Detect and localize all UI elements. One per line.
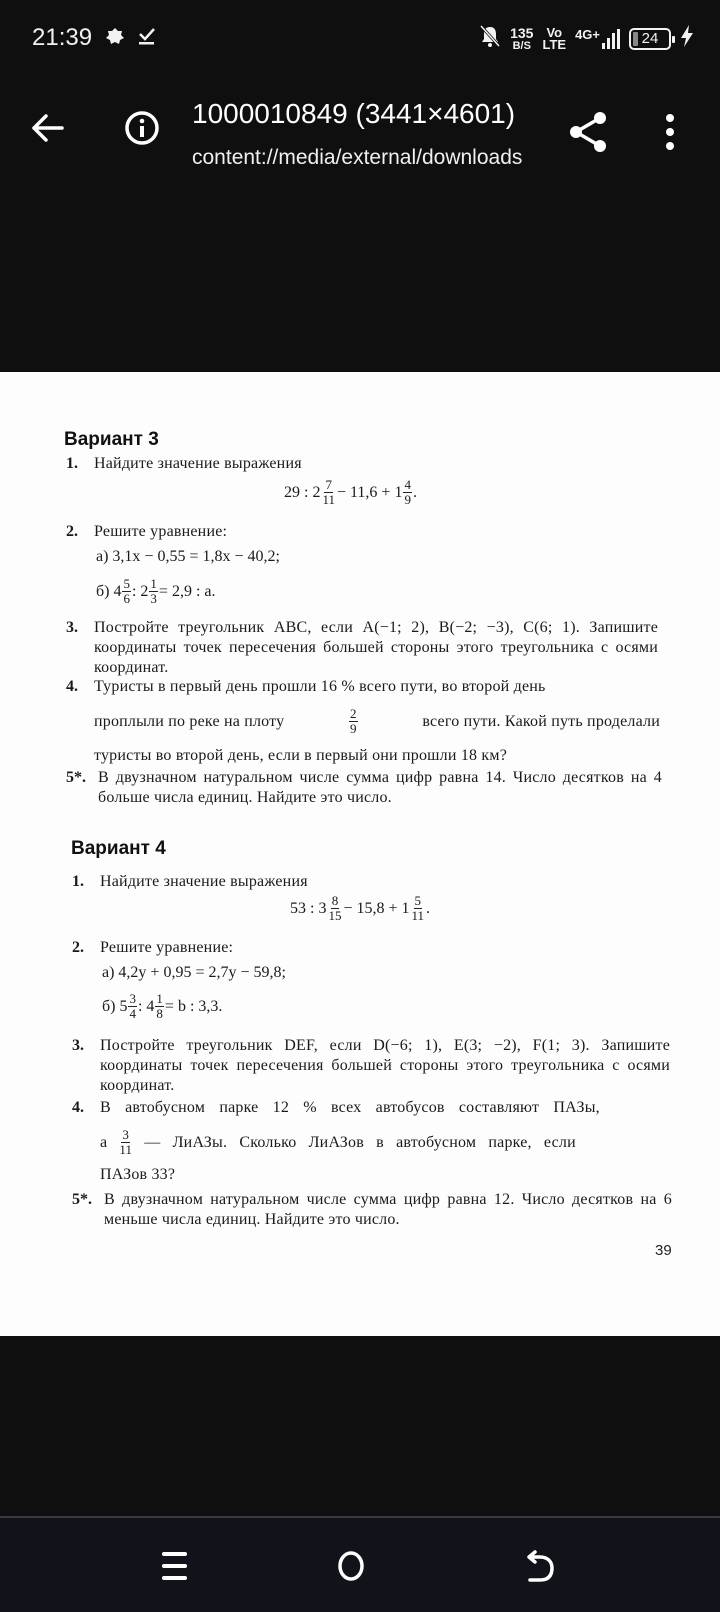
- v3-question-5: 5*. В двузначном натуральном числе сумма цифр равна 14. Число десятков на 4 больше числа единиц. Найдите это число.: [66, 769, 662, 806]
- page-number: 39: [655, 1242, 672, 1259]
- v4-q2-b: б) 5 $\frac{3}{4}$ : 4 $\frac{1}{8}$ = b : 3,3.: [102, 991, 223, 1021]
- back-button[interactable]: [28, 108, 68, 148]
- v4-question-1: 1. Найдите значение выражения: [72, 873, 308, 890]
- system-back-button[interactable]: [524, 1548, 564, 1584]
- more-vertical-icon: [660, 112, 680, 152]
- bell-muted-icon: [479, 24, 501, 53]
- v4-question-2: 2. Решите уравнение:: [72, 939, 234, 956]
- recent-apps-icon: [160, 1548, 190, 1584]
- viewer-app-bar: [0, 80, 720, 190]
- home-icon: [336, 1548, 366, 1584]
- more-options-button[interactable]: [660, 112, 680, 152]
- v4-q1-expression: 53 : 3 $\frac{8}{15}$ − 15,8 + 1 $\frac{5}{11}$ .: [290, 893, 431, 923]
- back-icon: [524, 1548, 556, 1584]
- status-bar: [0, 0, 720, 80]
- v3-q2-b: б) 4 $\frac{5}{6}$ : 2 $\frac{1}{3}$ = 2,9 : a.: [96, 576, 216, 606]
- network-type: 4G+: [575, 29, 620, 49]
- leaf-notification-icon: [104, 26, 126, 53]
- v4-question-5: 5*. В двузначном натуральном числе сумма цифр равна 12. Число десятков на 6 меньше числа единиц. Найдите это число.: [72, 1191, 672, 1228]
- signal-icon: [602, 29, 620, 49]
- volte-indicator: Vo LTE: [542, 24, 567, 52]
- network-speed: 135 B/S: [510, 24, 534, 52]
- variant-4-title: Вариант 4: [71, 838, 166, 859]
- v3-question-3: 3. Постройте треугольник ABC, если A(−1; 2), B(−2; −3), C(6; 1). Запишите координаты точек пересечения большей стороны этого треугольника с осями координат.: [66, 619, 658, 676]
- v3-question-2: 2. Решите уравнение:: [66, 523, 228, 540]
- home-button[interactable]: [336, 1548, 376, 1584]
- v3-question-1: 1. Найдите значение выражения: [66, 455, 302, 472]
- info-icon: [122, 108, 162, 148]
- variant-3-title: Вариант 3: [64, 429, 159, 450]
- share-icon: [568, 110, 608, 154]
- status-time: 21:39: [32, 24, 93, 51]
- v4-question-3: 3. Постройте треугольник DEF, если D(−6; 1), E(3; −2), F(1; 3). Запишите координаты точек пересечения большей стороны этого треугольника с осями координат.: [72, 1037, 670, 1094]
- document-page-image[interactable]: [0, 372, 720, 1336]
- v3-q2-a: а) 3,1x − 0,55 = 1,8x − 40,2;: [96, 548, 280, 565]
- battery-icon: 24: [629, 28, 671, 50]
- system-nav-bar: [0, 1516, 720, 1612]
- v4-q2-a: а) 4,2y + 0,95 = 2,7y − 59,8;: [102, 964, 286, 981]
- back-arrow-icon: [28, 108, 68, 148]
- download-done-icon: [138, 26, 156, 51]
- recent-apps-button[interactable]: [160, 1548, 200, 1584]
- share-button[interactable]: [568, 110, 608, 154]
- v3-q1-expression: 29 : 2 $\frac{7}{11}$ − 11,6 + 1 $\frac{4}{9}$ .: [284, 477, 417, 507]
- status-right-group: [479, 24, 694, 53]
- info-button[interactable]: [122, 108, 162, 148]
- image-uri: content://media/external/downloads: [192, 146, 523, 169]
- image-viewer[interactable]: [0, 190, 720, 1490]
- image-title: 1000010849 (3441×4601): [192, 98, 516, 129]
- charging-bolt-icon: [680, 25, 694, 52]
- v4-question-4: 4. В автобусном парке 12 % всех автобусов составляют ПАЗы, а $\frac{3}{11}$ — ЛиАЗы. Сколько ЛиАЗов в автобусном парке, если ПАЗов 33?: [72, 1099, 600, 1183]
- v3-question-4: 4. Туристы в первый день прошли 16 % всего пути, во второй день проплыли по реке на плоту $\frac{2}{9}$ всего пути. Какой путь проделали туристы во второй день, если в первый они прошли 18 км?: [66, 678, 660, 764]
